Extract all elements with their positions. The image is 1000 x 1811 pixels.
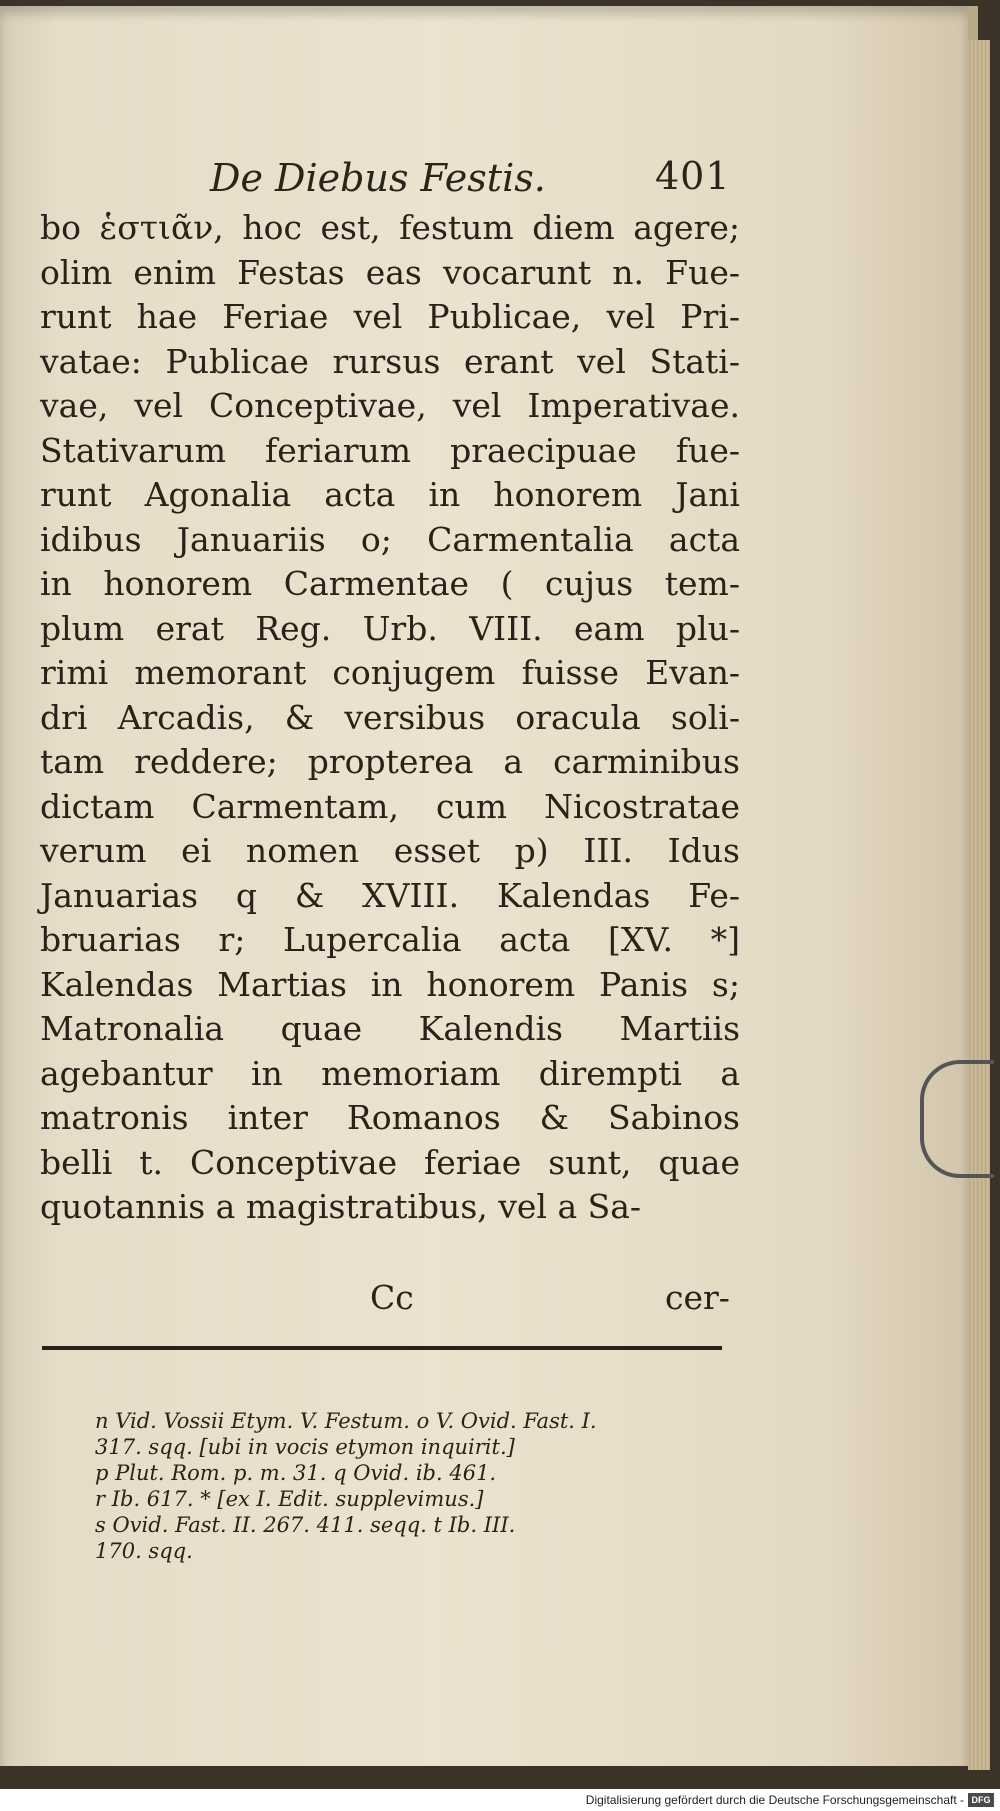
text-line: rimi memorant conjugem fuisse Evan- <box>40 653 740 692</box>
text-line: plum erat Reg. Urb. VIII. eam plu- <box>40 608 740 648</box>
text-line: runt hae Feriae vel Publicae, vel Pri- <box>40 297 740 336</box>
book-page <box>0 6 978 1766</box>
text-line: bo ἑστιᾶν, hoc est, festum diem agere; <box>40 208 740 247</box>
text-line: olim enim Festas eas vocarunt n. Fue- <box>40 252 740 292</box>
text-line: idibus Januariis o; Carmentalia acta <box>40 519 740 559</box>
text-line: Stativarum feriarum praecipuae fue- <box>40 430 740 470</box>
footnote-line: r Ib. 617. * [ex I. Edit. supplevimus.] <box>95 1487 484 1511</box>
text-line: vae, vel Conceptivae, vel Imperativae. <box>40 386 740 425</box>
text-line: dri Arcadis, & versibus oracula soli- <box>40 697 740 737</box>
body-text <box>40 206 740 1230</box>
book-clip <box>920 1060 994 1178</box>
running-head: De Diebus Festis. <box>210 156 546 200</box>
text-line: Januarias q & XVIII. Kalendas Fe- <box>40 875 740 915</box>
footnotes <box>95 1408 735 1564</box>
text-line: vatae: Publicae rursus erant vel Stati- <box>40 341 740 381</box>
page-number: 401 <box>655 154 731 198</box>
text-line: tam reddere; propterea a carminibus <box>40 742 740 781</box>
text-line: dictam Carmentam, cum Nicostratae <box>40 786 740 826</box>
footnote-line: 317. sqq. [ubi in vocis etymon inquirit.] <box>95 1435 515 1459</box>
dfg-logo: DFG <box>968 1793 994 1807</box>
footnote-line: n Vid. Vossii Etym. V. Festum. o V. Ovid. Fast. I. <box>95 1409 597 1433</box>
page-edge <box>968 40 990 1770</box>
signature-mark: Cc <box>370 1278 414 1317</box>
text-line: agebantur in memoriam dirempti a <box>40 1053 740 1093</box>
catchword: cer- <box>665 1278 730 1317</box>
text-line: verum ei nomen esset p) III. Idus <box>40 831 740 870</box>
footnote-line: p Plut. Rom. p. m. 31. q Ovid. ib. 461. <box>95 1461 497 1485</box>
footnote-line: 170. sqq. <box>95 1539 193 1563</box>
text-line: runt Agonalia acta in honorem Jani <box>40 475 740 514</box>
footnote-rule <box>42 1346 722 1350</box>
credit-text: Digitalisierung gefördert durch die Deutsche Forschungsgemeinschaft - <box>585 1793 964 1807</box>
text-line: Kalendas Martias in honorem Panis s; <box>40 964 740 1004</box>
text-line: bruarias r; Lupercalia acta [XV. *] <box>40 920 740 959</box>
text-line: in honorem Carmentae ( cujus tem- <box>40 564 740 603</box>
credit-bar <box>0 1789 1000 1811</box>
text-line: belli t. Conceptivae feriae sunt, quae <box>40 1142 740 1182</box>
text-line: quotannis a magistratibus, vel a Sa- <box>40 1187 642 1226</box>
text-line: matronis inter Romanos & Sabinos <box>40 1098 740 1137</box>
text-line: Matronalia quae Kalendis Martiis <box>40 1009 740 1048</box>
footnote-line: s Ovid. Fast. II. 267. 411. seqq. t Ib. III. <box>95 1513 516 1537</box>
